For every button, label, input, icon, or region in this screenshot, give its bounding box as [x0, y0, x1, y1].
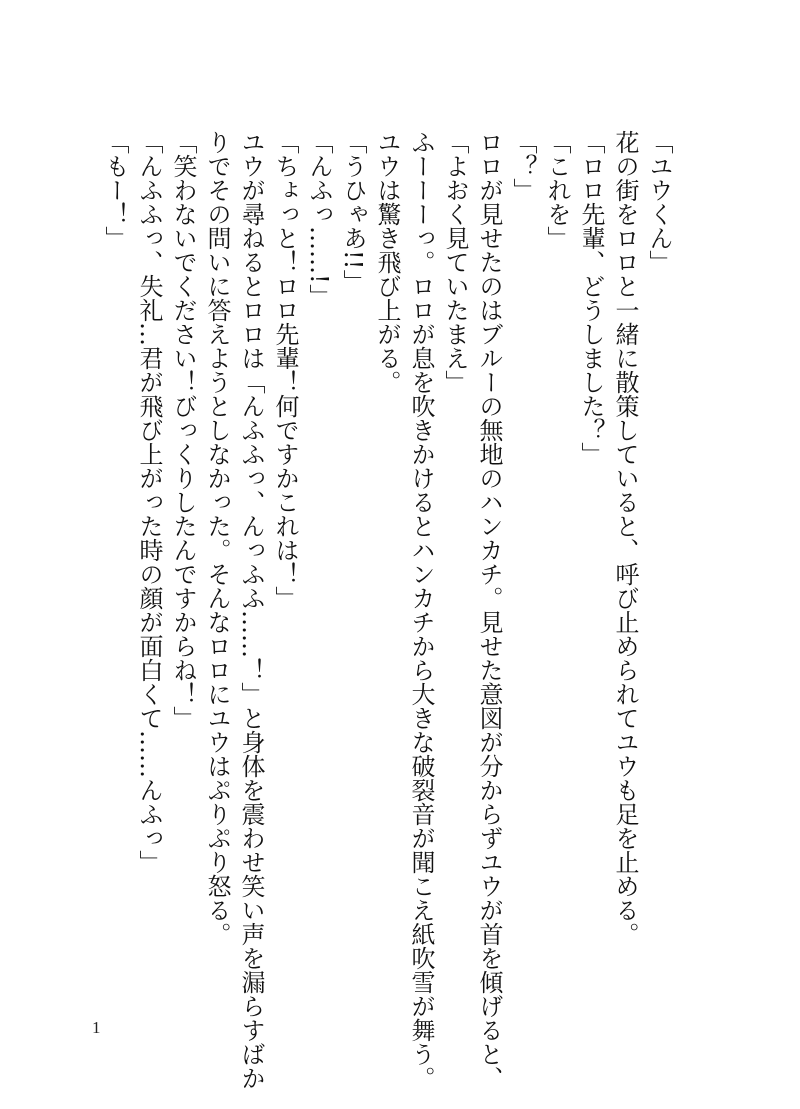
- text-line: りでその問いに答えようとしなかった。そんなロロにユウはぷりぷり怒る。: [203, 130, 231, 946]
- text-line: ふーーーっ。ロロが息を吹きかけるとハンカチから大きな破裂音が聞こえ紙吹雪が舞う。: [407, 130, 435, 1090]
- text-line: 「？」: [509, 130, 537, 202]
- text-line: 「ユウくん」: [645, 130, 673, 274]
- text-line: 「うひゃあ!!」: [339, 130, 367, 294]
- text-line: 「笑わないでください！びっくりしたんですからね！」: [169, 130, 197, 730]
- text-line: ユウが尋ねるとロロは「んふふっ、んっふふ……！」と身体を震わせ笑い声を漏らすばか: [237, 130, 265, 1090]
- text-line: 「これを」: [543, 130, 571, 250]
- vertical-text-body: [98, 130, 676, 1090]
- text-line: 「ロロ先輩、どうしました？」: [577, 130, 605, 466]
- text-line: 「んふっ……!」: [305, 130, 333, 308]
- text-line: ユウは驚き飛び上がる。: [373, 130, 401, 394]
- text-line: 花の街をロロと一緒に散策していると、呼び止められてユウも足を止める。: [611, 130, 639, 946]
- page-number: 1: [92, 1018, 101, 1037]
- text-line: ロロが見せたのはブルーの無地のハンカチ。見せた意図が分からずユウが首を傾げると、: [475, 130, 503, 1090]
- text-line: 「ちょっと！ロロ先輩！何ですかこれは！」: [271, 130, 299, 610]
- text-line: 「もー！」: [101, 130, 129, 250]
- text-line: 「んふふっ、失礼…君が飛び上がった時の顔が面白くて……んふっ」: [135, 130, 163, 874]
- text-line: 「よおく見ていたまえ」: [441, 130, 469, 394]
